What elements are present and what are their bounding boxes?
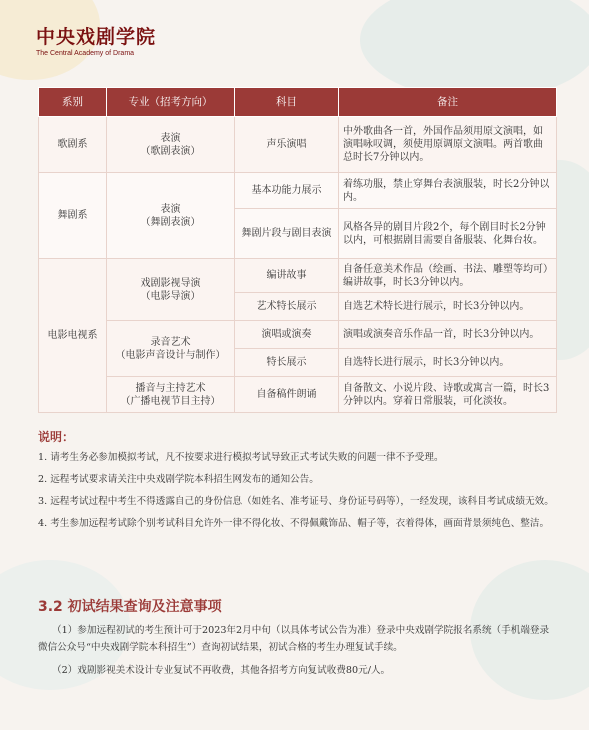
major-cell: 表演 （舞剧表演） (107, 173, 235, 259)
note-item: 3. 远程考试过程中考生不得透露自己的身份信息（如姓名、准考证号、身份证号码等），一经发现，该科目考试成绩无效。 (38, 496, 554, 507)
table-row (39, 117, 557, 173)
major-cell: 录音艺术 （电影声音设计与制作） (107, 321, 235, 377)
note-cell: 中外歌曲各一首，外国作品须用原文演唱，如演唱咏叹调，须使用原调原文演唱。两首歌曲总时长7分钟以内。 (339, 117, 557, 173)
note-cell: 演唱或演奏音乐作品一首，时长3分钟以内。 (339, 321, 557, 349)
major-cell: 表演 （歌剧表演） (107, 117, 235, 173)
note-cell: 风格各异的剧目片段2个，每个剧目时长2分钟以内，可根据剧目需要自备服装、化舞台妆。 (339, 209, 557, 259)
note-cell: 自备散文、小说片段、诗歌或寓言一篇，时长3分钟以内。穿着日常服装，可化淡妆。 (339, 377, 557, 413)
table-row (39, 377, 557, 413)
subject-cell: 舞剧片段与剧目表演 (235, 209, 339, 259)
section-3-2 (38, 596, 558, 685)
logo-en: The Central Academy of Drama (36, 50, 135, 57)
notes-title: 说明： (38, 430, 75, 444)
col-header: 系别 (39, 88, 107, 117)
major-cell: 戏剧影视导演 （电影导演） (107, 259, 235, 321)
note-item: 1. 请考生务必参加模拟考试，凡不按要求进行模拟考试导致正式考试失败的问题一律不予受理。 (38, 452, 444, 463)
subject-cell: 编讲故事 (235, 259, 339, 293)
notes-block (38, 430, 558, 538)
section-title: 3.2 初试结果查询及注意事项 (38, 599, 222, 615)
note-item: 2. 远程考试要求请关注中央戏剧学院本科招生网发布的通知公告。 (38, 474, 319, 485)
col-header: 备注 (339, 88, 557, 117)
col-header: 专业（招考方向） (107, 88, 235, 117)
section-paragraph: （1）参加远程初试的考生预计可于2023年2月中旬（以具体考试公告为准）登录中央戏剧学院报名系统（手机端登录微信公众号“中央戏剧学院本科招生”）查询初试结果，初试合格的考生办理复试手续。 (38, 625, 550, 653)
major-cell: 播音与主持艺术 （广播电视节目主持） (107, 377, 235, 413)
subject-cell: 演唱或演奏 (235, 321, 339, 349)
subject-cell: 基本功能力展示 (235, 173, 339, 209)
table-row (39, 259, 557, 293)
dept-cell: 电影电视系 (39, 259, 107, 413)
note-item: 4. 考生参加远程考试除个别考试科目允许外一律不得化妆、不得佩戴饰品、帽子等，衣着得体，画面背景须纯色、整洁。 (38, 518, 550, 529)
table-header (39, 88, 557, 117)
subject-cell: 艺术特长展示 (235, 293, 339, 321)
col-header: 科目 (235, 88, 339, 117)
note-cell: 着练功服，禁止穿舞台表演服装，时长2分钟以内。 (339, 173, 557, 209)
section-paragraph: （2）戏剧影视美术设计专业复试不再收费，其他各招考方向复试收费80元/人。 (52, 665, 391, 676)
subject-cell: 声乐演唱 (235, 117, 339, 173)
decor-blob (360, 0, 589, 100)
exam-table (38, 87, 557, 413)
dept-cell: 舞剧系 (39, 173, 107, 259)
table-row (39, 321, 557, 349)
table-row (39, 173, 557, 209)
logo (36, 22, 156, 57)
dept-cell: 歌剧系 (39, 117, 107, 173)
note-cell: 自选艺术特长进行展示，时长3分钟以内。 (339, 293, 557, 321)
subject-cell: 特长展示 (235, 349, 339, 377)
logo-cn: 中央戏剧学院 (36, 26, 157, 48)
subject-cell: 自备稿件朗诵 (235, 377, 339, 413)
note-cell: 自选特长进行展示，时长3分钟以内。 (339, 349, 557, 377)
note-cell: 自备任意美术作品（绘画、书法、雕塑等均可）编讲故事，时长3分钟以内。 (339, 259, 557, 293)
